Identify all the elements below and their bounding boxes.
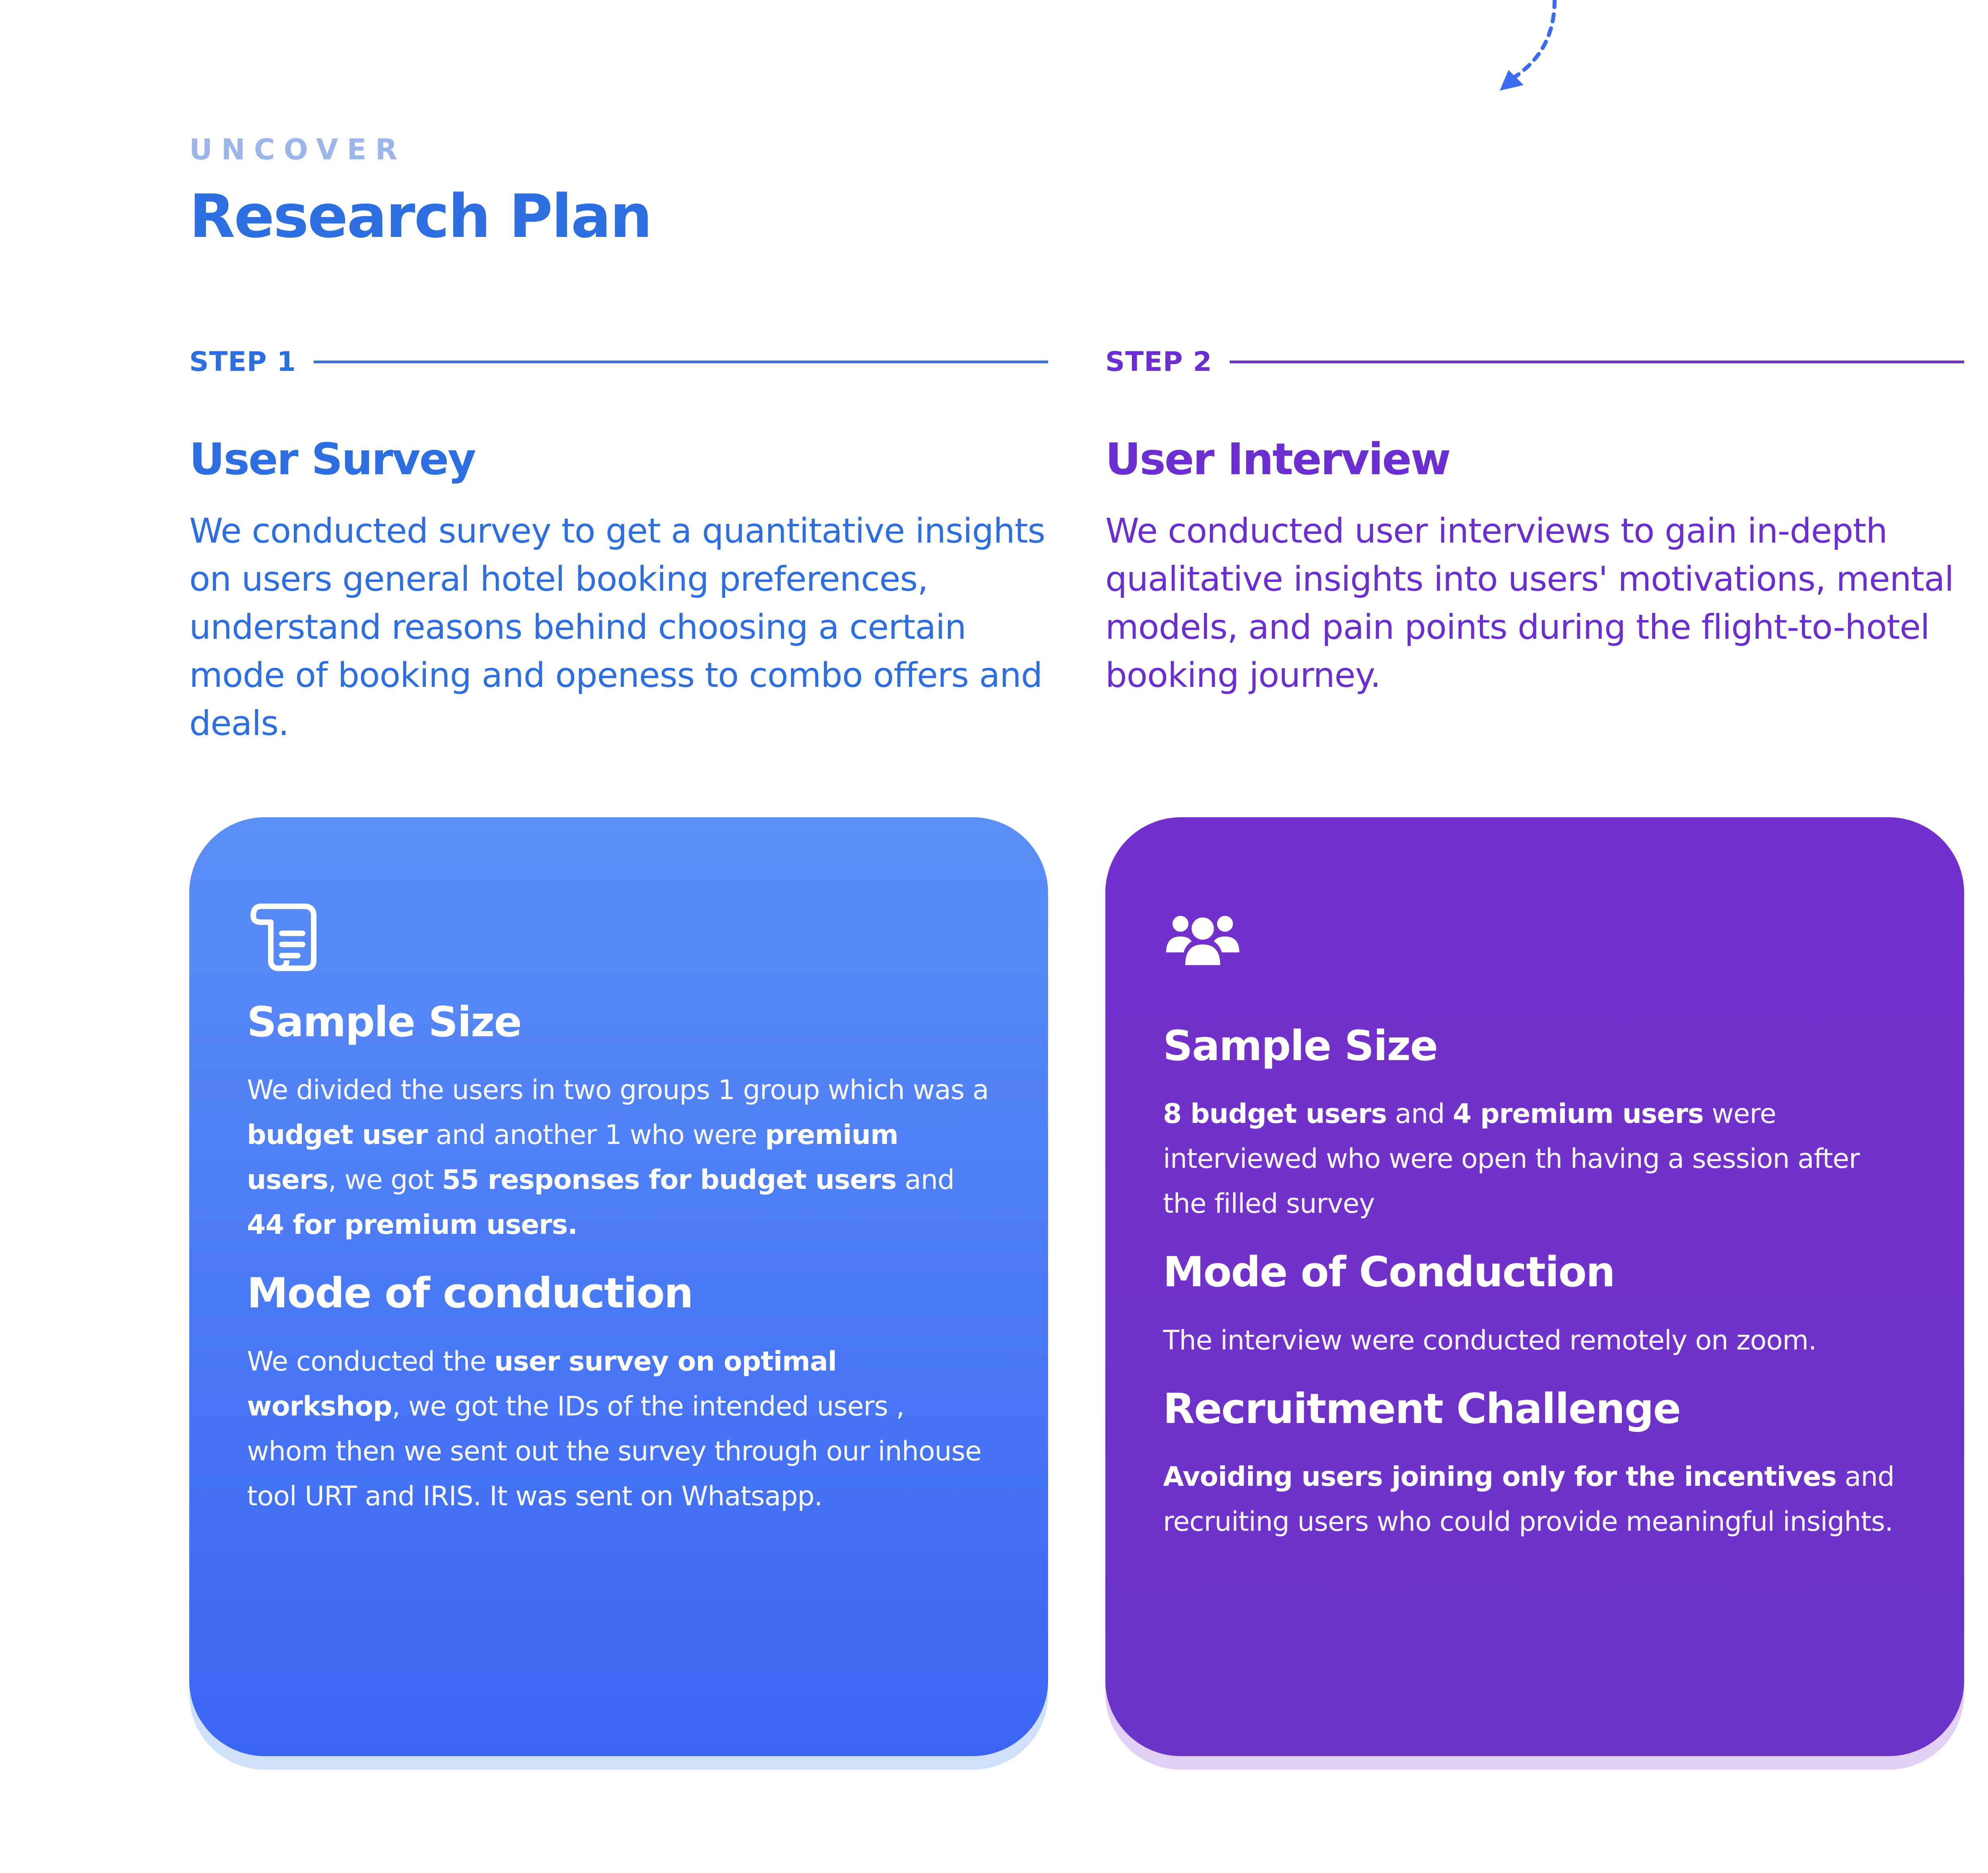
step-header	[189, 346, 1048, 378]
section-heading: Mode of Conduction	[1163, 1248, 1615, 1297]
body-text: , we got	[328, 1164, 442, 1196]
step-card-2	[1105, 817, 1964, 1756]
page-title: Research Plan	[189, 182, 651, 251]
emphasis-text: 44 for premium users.	[247, 1209, 578, 1241]
emphasis-text: 55 responses for budget users	[442, 1164, 897, 1196]
step-card-1	[189, 817, 1048, 1756]
step-label: STEP 2	[1105, 346, 1212, 378]
step-title: User Survey	[189, 434, 475, 485]
emphasis-text: budget user	[247, 1119, 428, 1151]
section-heading: Sample Size	[1163, 1022, 1437, 1070]
emphasis-text: 8 budget users	[1163, 1098, 1387, 1130]
step-divider	[1230, 361, 1964, 363]
step-divider	[314, 361, 1048, 363]
step-label: STEP 1	[189, 346, 296, 378]
step-header	[1105, 346, 1964, 378]
curved-dashed-arrow-icon	[1499, 0, 1578, 95]
section-body	[247, 1068, 990, 1247]
body-text: , we got the IDs of the intended users , whom then we sent out the survey through our inhouse tool URT and IRIS. It was sent on Whatsapp.	[247, 1390, 981, 1512]
body-text: We divided the users in two groups 1 group which was a	[247, 1074, 989, 1106]
step-description: We conducted survey to get a quantitative insights on users general hotel booking preferences, understand reasons behind choosing a certain mode of booking and openess to combo offers and deals.	[189, 511, 1045, 743]
section-heading: Mode of conduction	[247, 1269, 693, 1318]
body-text: were interviewed who were open th having a session after the filled survey	[1163, 1098, 1860, 1220]
body-text: and	[1386, 1098, 1453, 1130]
step-column-1	[189, 346, 1048, 748]
section-body	[1163, 1318, 1906, 1363]
step-title: User Interview	[1105, 434, 1450, 485]
emphasis-text: Avoiding users joining only for the incentives	[1163, 1461, 1837, 1493]
emphasis-text: 4 premium users	[1452, 1098, 1704, 1130]
body-text: and recruiting users who could provide meaningful insights.	[1163, 1461, 1895, 1538]
step-column-2	[1105, 346, 1964, 700]
section-body	[247, 1339, 990, 1519]
section-eyebrow: UNCOVER	[189, 133, 406, 166]
step-description: We conducted user interviews to gain in-depth qualitative insights into users' motivations, mental models, and pain points during the flight-to-hotel booking journey.	[1105, 511, 1954, 695]
body-text: We conducted the	[247, 1346, 494, 1377]
section-body	[1163, 1092, 1906, 1226]
section-body	[1163, 1454, 1906, 1544]
body-text: and	[896, 1164, 955, 1196]
body-text: and another 1 who were	[427, 1119, 765, 1151]
users-group-icon	[1163, 897, 1242, 976]
emphasis-text: premium users	[247, 1119, 898, 1196]
emphasis-text: user survey on optimal workshop	[247, 1346, 837, 1422]
scroll-icon	[247, 897, 326, 976]
section-heading: Recruitment Challenge	[1163, 1384, 1681, 1433]
body-text: The interview were conducted remotely on zoom.	[1163, 1324, 1817, 1356]
section-heading: Sample Size	[247, 998, 521, 1046]
